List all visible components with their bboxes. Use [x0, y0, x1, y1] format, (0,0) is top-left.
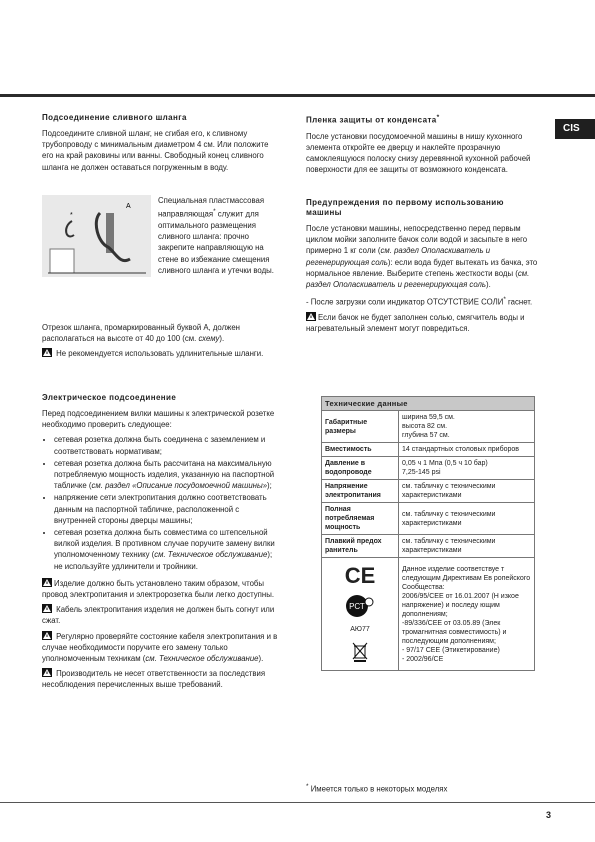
drain-para2: Отрезок шланга, промаркированный буквой А, должен располагаться на высоте от 40 до 100 (см. схему). [42, 323, 240, 344]
guide-text-b: служит для оптимального размещения сливного шланга: прочно закрепите направляющую на стене во избежание смещения сливного шланга и утечки воды. [158, 209, 274, 275]
electric-checklist [42, 434, 280, 571]
drain-hose-illustration [42, 195, 151, 277]
table-row: Плавкий предох ранитель см. табличку с техническими характеристиками [322, 535, 535, 558]
svg-text:РСТ: РСТ [349, 602, 365, 611]
film-section [306, 113, 542, 179]
film-text: После установки посудомоечной машины в нишу кухонного элемента откройте ее дверцу и наклейте прозрачную самоклеящуюся полоску снизу деревянной кухонной рабочей поверхности для ее защиты от возможного конденсата. [306, 131, 531, 175]
spec-title: Технические данные [322, 397, 535, 411]
bottom-rule [0, 802, 595, 803]
first-use-para: После установки машины, непосредственно перед первым циклом мойки заполните бачок соли водой и засыпьте в него примерно 1 кг соли (см. раздел Ополаскиватель и регенерирующая соль): если вода будет вытекать из бачка, это нормальное явление. Выберите степень жесткости воды (см. раздел Ополаскиватель и регенерирующая соль). [306, 224, 538, 290]
list-item: • сетевая розетка должна быть рассчитана на максимальную потребляемую мощность изделия, указанную на паспортной табличке (см. раздел «Описание посудомоечной машины»); [54, 458, 280, 492]
table-row: Вместимость 14 стандартных столовых приборов [322, 443, 535, 457]
electric-heading: Электрическое подсоединение [42, 393, 177, 402]
table-row: Полная потребляемая мощность см. табличку с техническими характеристиками [322, 503, 535, 535]
guide-text-a: Специальная пластмассовая направляющая [158, 196, 265, 219]
list-item: • напряжение сети электропитания должно соответствовать данным на паспортной табличке, расположенной с внутренней стороны дверцы машины; [54, 492, 280, 526]
figure-star: * [70, 212, 73, 219]
electric-warning-3: Регулярно проверяйте состояние кабеля электропитания и в случае необходимости поручите его замену только уполномоченным техникам (см. Техническое обслуживание). [42, 631, 278, 664]
footnote: * Имеется только в некоторых моделях [306, 783, 448, 794]
drain-notes [42, 322, 280, 364]
table-row [322, 558, 535, 671]
electric-warning-1: Изделие должно быть установлено таким образом, чтобы провод электропитания и электророзетка были легко доступны. [42, 578, 274, 600]
list-item: • сетевая розетка должна быть соединена с заземлением и соответствовать нормативам; [54, 434, 280, 456]
first-use-warning: Если бачок не будет заполнен солью, смягчитель воды и нагревательный элемент могут повредиться. [306, 313, 525, 334]
table-row: Габаритные размеры ширина 59,5 см. высота 82 см. глубина 57 см. [322, 411, 535, 443]
guide-text [158, 195, 280, 276]
spec-table [321, 396, 535, 671]
warning-icon [42, 631, 52, 640]
electric-section [42, 393, 280, 695]
ce-mark-icon: CE [344, 563, 376, 588]
page-number: 3 [546, 810, 552, 820]
warning-icon [42, 604, 52, 613]
directives-text: Данное изделие соответствуе т следующим Директивам Ев ропейского Сообщества: 2006/95/CEE от 16.01.2007 (Н изкое напряжение) и последу ющим дополнениям; -89/336/CEE от 03.05.89 (Элек тромагнитная совместимость) и последующим дополнениям; - 97/17 CEE (Этикетирование) - 2002/96/CE [399, 558, 535, 671]
drain-heading: Подсоединение сливного шланга [42, 113, 187, 122]
film-heading: Пленка защиты от конденсата* [306, 114, 440, 125]
first-use-salt-indicator: - После загрузки соли индикатор ОТСУТСТВИЕ СОЛИ* гаснет. [306, 296, 533, 307]
warning-icon [42, 348, 52, 357]
electric-warning-2: Кабель электропитания изделия не должен быть согнут или сжат. [42, 605, 275, 626]
pct-code: АЮ77 [350, 626, 370, 633]
guide-star: * [213, 208, 216, 216]
top-rule [0, 94, 595, 97]
figure-label-a: A [126, 203, 131, 210]
warning-icon [42, 668, 52, 677]
drain-warning: Не рекомендуется использовать удлинительные шланги. [42, 348, 280, 359]
warning-icon [306, 312, 316, 321]
electric-intro: Перед подсоединением вилки машины к электрической розетке необходимо проверить следующее: [42, 409, 275, 430]
language-tab: CIS [555, 119, 595, 139]
table-row: Давление в водопроводе 0,05 ч 1 Мпа (0,5 ч 10 бар) 7,25-145 psi [322, 457, 535, 480]
drain-para1: Подсоедините сливной шланг, не сгибая его, к сливному трубопроводу с минимальным диаметром 4 см. Или положите его на край раковины или ванны. Свободный конец сливного шланга не должен оставаться погруженным в воду. [42, 129, 269, 172]
first-use-heading: Предупреждения по первому использованию машины [306, 198, 504, 217]
pct-mark-icon [345, 594, 375, 618]
first-use-section [306, 198, 542, 338]
list-item: • сетевая розетка должна быть совместима со штепсельной вилкой изделия. В противном случае поручите замену вилки уполномоченному технику (см. Техническое обслуживание); не используйте удлинители и тройники. [54, 527, 280, 572]
drain-section [42, 113, 280, 177]
warning-icon [42, 578, 52, 587]
certification-marks [322, 558, 399, 671]
table-row: Напряжение электропитания см. табличку с техническими характеристиками [322, 480, 535, 503]
electric-warning-4: Производитель не несет ответственности за последствия несоблюдения перечисленных выше требований. [42, 669, 266, 690]
weee-bin-icon [352, 642, 368, 662]
